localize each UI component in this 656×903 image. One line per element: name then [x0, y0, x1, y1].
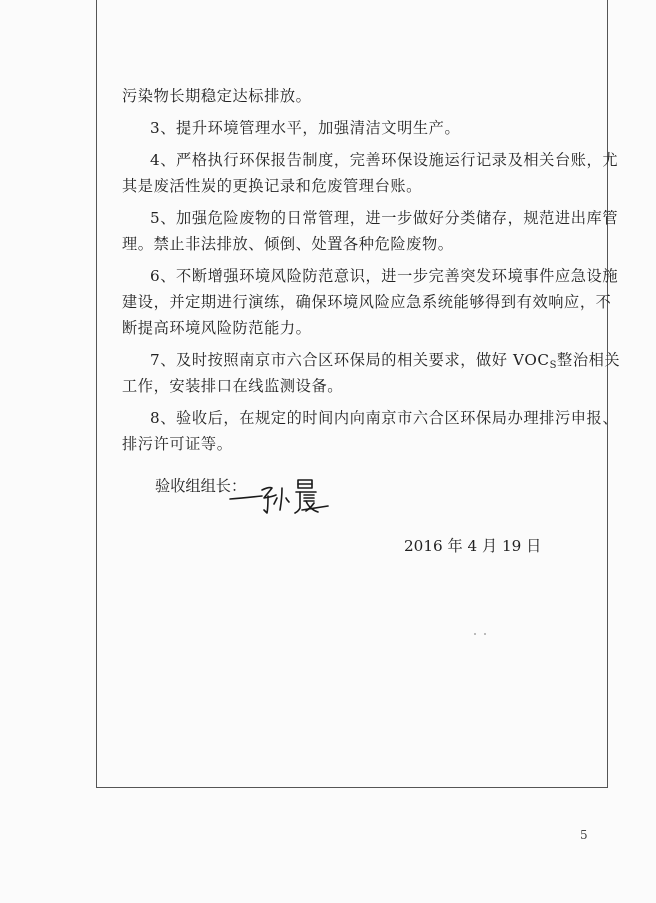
document-date: 2016 年 4 月 19 日	[404, 537, 542, 555]
paragraph-line: 8、验收后，在规定的时间内向南京市六合区环保局办理排污申报、	[150, 409, 619, 427]
paragraph-line: 工作，安装排口在线监测设备。	[122, 377, 344, 395]
paragraph-line: 其是废活性炭的更换记录和危废管理台账。	[122, 177, 422, 195]
paragraph-line: 4、严格执行环保报告制度，完善环保设施运行记录及相关台账，尤	[150, 151, 619, 169]
paragraph-text: 7、及时按照南京市六合区环保局的相关要求，做好 VOC	[150, 351, 550, 369]
subscript-text: S	[549, 360, 558, 371]
paragraph-line	[150, 350, 620, 376]
handwritten-signature	[228, 476, 338, 516]
page-number: 5	[580, 828, 588, 842]
scan-speck	[474, 633, 476, 635]
paragraph-line: 断提高环境风险防范能力。	[122, 319, 312, 337]
paragraph-line: 5、加强危险废物的日常管理，进一步做好分类储存，规范进出库管	[150, 209, 619, 227]
paragraph-line: 3、提升环境管理水平，加强清洁文明生产。	[150, 119, 461, 137]
signature-label: 验收组组长：	[155, 477, 247, 495]
paragraph-line: 建设，并定期进行演练，确保环境风险应急系统能够得到有效响应，不	[122, 293, 612, 311]
paragraph-line: 6、不断增强环境风险防范意识，进一步完善突发环境事件应急设施	[150, 267, 619, 285]
paragraph-line: 污染物长期稳定达标排放。	[122, 87, 312, 105]
paragraph-text: 整治相关	[557, 351, 621, 369]
paragraph-line: 排污许可证等。	[122, 435, 233, 453]
scan-speck	[484, 633, 486, 635]
paragraph-line: 理。禁止非法排放、倾倒、处置各种危险废物。	[122, 235, 454, 253]
